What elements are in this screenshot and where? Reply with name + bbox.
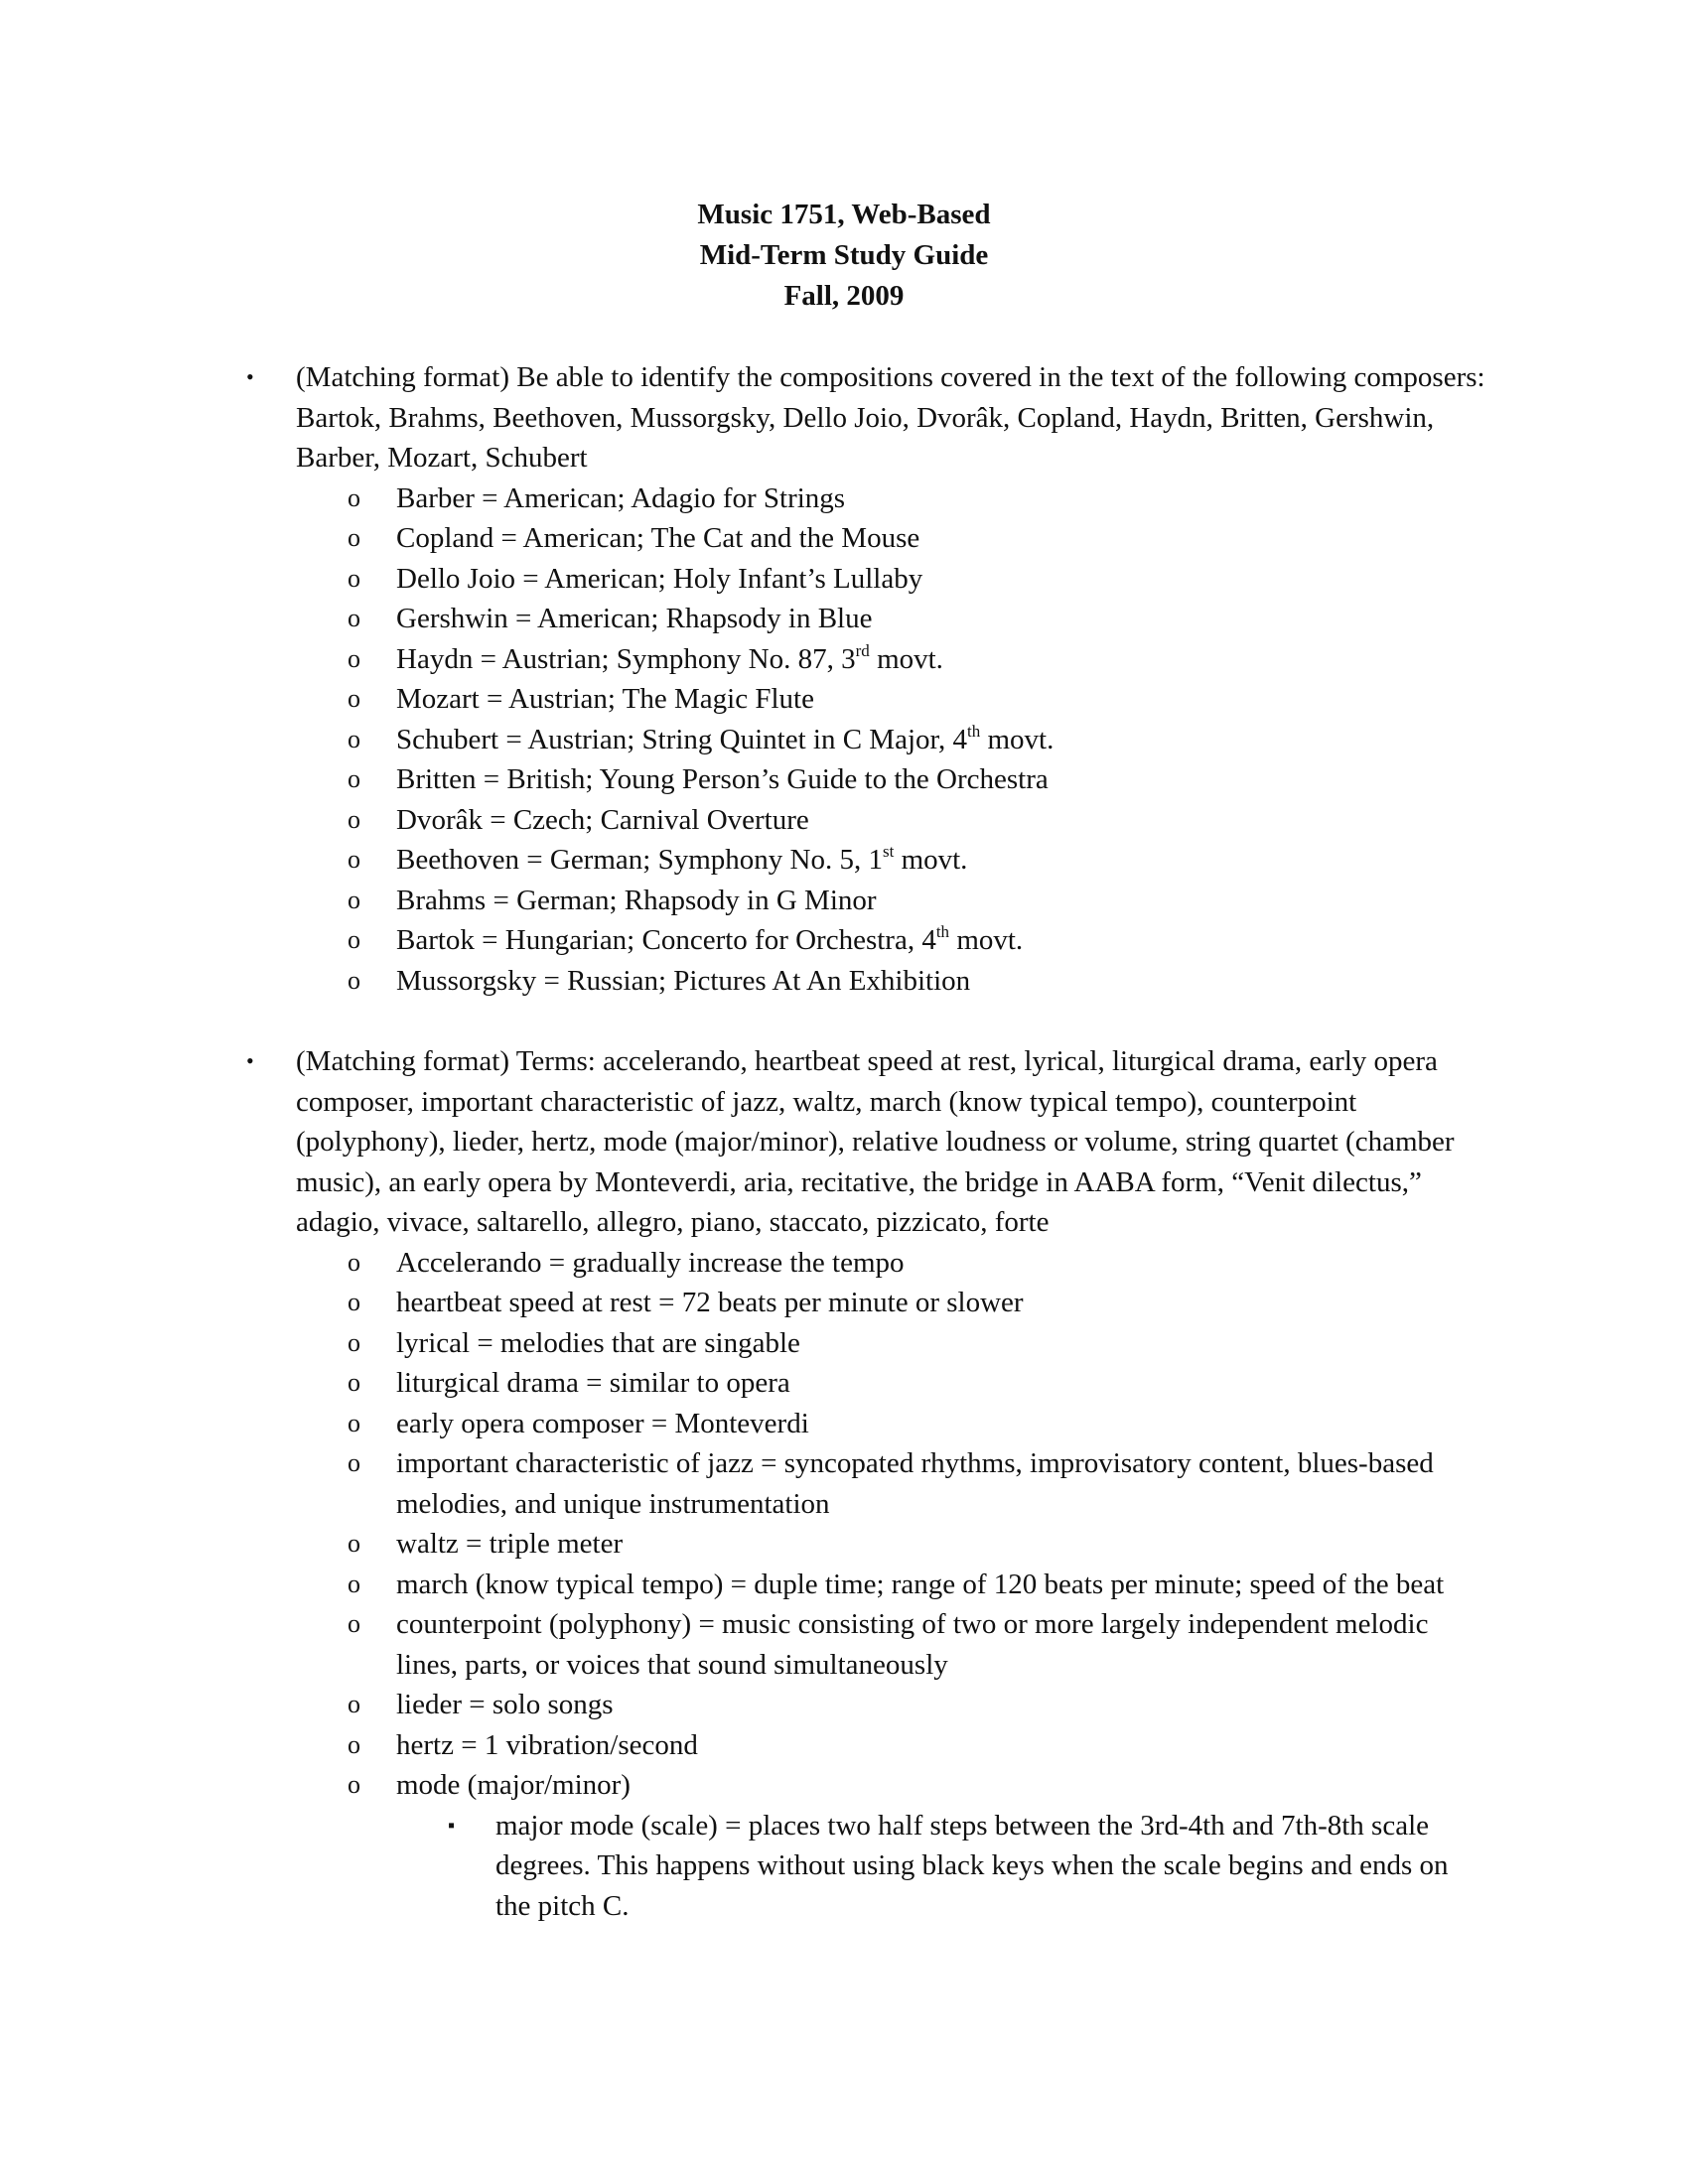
- list-item-text: [396, 518, 1488, 559]
- list-item: [0, 1524, 1688, 1565]
- list-item-text: [396, 559, 1488, 600]
- circle-bullet-icon: o: [348, 724, 360, 753]
- item-text: Barber = American; Adagio for Strings: [396, 481, 846, 514]
- document-body: [0, 357, 1688, 1926]
- item-text: Dello Joio = American; Holy Infant’s Lullaby: [396, 562, 923, 595]
- list-item: [0, 559, 1688, 600]
- list-item: [0, 1363, 1688, 1404]
- nested-list-item-text: major mode (scale) = places two half steps between the 3rd-4th and 7th-8th scale degrees. This happens without using black keys when the scale begins and ends on the pitch C.: [495, 1809, 1449, 1922]
- list-item: [0, 1565, 1688, 1605]
- ordinal-suffix: th: [967, 721, 981, 741]
- list-item: [0, 1604, 1688, 1685]
- list-item-text: [396, 1604, 1488, 1685]
- circle-bullet-icon: o: [348, 804, 360, 834]
- list-item: [0, 478, 1688, 519]
- list-item-text: [396, 1404, 1488, 1444]
- list-item: [0, 720, 1688, 760]
- list-item-text: [396, 1283, 1488, 1323]
- item-text: Mozart = Austrian; The Magic Flute: [396, 683, 814, 715]
- circle-bullet-icon: o: [348, 1609, 360, 1638]
- circle-bullet-icon: o: [348, 1288, 360, 1316]
- circle-bullet-icon: o: [348, 1247, 360, 1277]
- item-text: mode (major/minor): [396, 1769, 631, 1801]
- item-text-suffix: movt.: [949, 924, 1024, 956]
- list-item: [0, 1765, 1688, 1926]
- document-title: [0, 195, 1688, 317]
- item-text: Beethoven = German; Symphony No. 5, 1: [396, 844, 883, 876]
- circle-bullet-icon: o: [348, 1770, 360, 1799]
- circle-bullet-icon: o: [348, 1529, 360, 1558]
- item-text: Haydn = Austrian; Symphony No. 87, 3: [396, 642, 856, 675]
- list-item: [0, 679, 1688, 720]
- list-item-text: [396, 1765, 1488, 1806]
- list-item-text: [396, 1323, 1488, 1364]
- circle-bullet-icon: o: [348, 482, 360, 512]
- item-text: early opera composer = Monteverdi: [396, 1407, 809, 1439]
- bullet-icon: •: [246, 1048, 254, 1073]
- list-item-text: [396, 920, 1488, 961]
- circle-bullet-icon: o: [348, 845, 360, 874]
- list-item-text: [396, 881, 1488, 921]
- study-section: [0, 357, 1688, 1001]
- item-text: liturgical drama = similar to opera: [396, 1367, 790, 1399]
- study-section: [0, 1041, 1688, 1926]
- title-guide: Mid-Term Study Guide: [699, 239, 989, 271]
- circle-bullet-icon: o: [348, 1408, 360, 1437]
- square-bullet-icon: ▪: [448, 1814, 456, 1837]
- list-item-text: [396, 1443, 1488, 1524]
- item-text-suffix: movt.: [980, 723, 1055, 755]
- item-text: Accelerando = gradually increase the tempo: [396, 1246, 905, 1279]
- list-item: [0, 1243, 1688, 1284]
- list-item: [0, 840, 1688, 881]
- title-term: Fall, 2009: [783, 280, 905, 312]
- answer-list: [0, 478, 1688, 1002]
- item-text: Brahms = German; Rhapsody in G Minor: [396, 884, 877, 916]
- item-text: Schubert = Austrian; String Quintet in C Major, 4: [396, 723, 968, 755]
- item-text: waltz = triple meter: [396, 1528, 624, 1560]
- circle-bullet-icon: o: [348, 1569, 360, 1598]
- list-item: [0, 639, 1688, 680]
- item-text: lyrical = melodies that are singable: [396, 1326, 800, 1359]
- list-item: [0, 1323, 1688, 1364]
- item-text-suffix: movt.: [869, 642, 943, 675]
- nested-list-item: [0, 1806, 1688, 1927]
- list-item-text: [396, 1565, 1488, 1605]
- answer-list: [0, 1243, 1688, 1927]
- list-item: [0, 1283, 1688, 1323]
- section-heading-text: (Matching format) Terms: accelerando, heartbeat speed at rest, lyrical, liturgical drama, early opera composer, important characteristic of jazz, waltz, march (know typical tempo), counterpoint (polyphony), lieder, hertz, mode (major/minor), relative loudness or volume, string quartet (chamber music), an early opera by Monteverdi, aria, recitative, the bridge in AABA form, “Venit dilectus,” adagio, vivace, saltarello, allegro, piano, staccato, pizzicato, forte: [296, 1045, 1455, 1238]
- list-item-text: [396, 961, 1488, 1002]
- ordinal-suffix: rd: [855, 640, 870, 660]
- circle-bullet-icon: o: [348, 925, 360, 954]
- ordinal-suffix: th: [935, 922, 950, 941]
- list-item: [0, 800, 1688, 841]
- item-text: Dvorâk = Czech; Carnival Overture: [396, 803, 809, 836]
- list-item: [0, 518, 1688, 559]
- circle-bullet-icon: o: [348, 885, 360, 914]
- circle-bullet-icon: o: [348, 1368, 360, 1397]
- item-text: Britten = British; Young Person’s Guide to the Orchestra: [396, 763, 1049, 795]
- circle-bullet-icon: o: [348, 643, 360, 673]
- circle-bullet-icon: o: [348, 1327, 360, 1357]
- circle-bullet-icon: o: [348, 965, 360, 995]
- section-heading-text: (Matching format) Be able to identify the compositions covered in the text of the following composers: Bartok, Brahms, Beethoven, Mussorgsky, Dello Joio, Dvorâk, Copland, Haydn, Britten, Gershwin, Barber, Mozart, Schubert: [296, 361, 1485, 474]
- list-item-text: [396, 599, 1488, 639]
- item-text: counterpoint (polyphony) = music consisting of two or more largely independent melodic lines, parts, or voices that sound simultaneously: [396, 1608, 1429, 1681]
- list-item-text: [396, 759, 1488, 800]
- list-item: [0, 881, 1688, 921]
- list-item-text: [396, 1524, 1488, 1565]
- list-item-text: [396, 800, 1488, 841]
- ordinal-suffix: st: [882, 842, 895, 861]
- list-item: [0, 1404, 1688, 1444]
- list-item-text: [396, 840, 1488, 881]
- circle-bullet-icon: o: [348, 684, 360, 713]
- circle-bullet-icon: o: [348, 1690, 360, 1718]
- list-item: [0, 961, 1688, 1002]
- circle-bullet-icon: o: [348, 563, 360, 593]
- item-text: hertz = 1 vibration/second: [396, 1728, 698, 1761]
- list-item-text: [396, 478, 1488, 519]
- circle-bullet-icon: o: [348, 1729, 360, 1759]
- bullet-icon: •: [246, 364, 254, 389]
- item-text: Bartok = Hungarian; Concerto for Orchestra, 4: [396, 924, 936, 956]
- list-item: [0, 1725, 1688, 1766]
- list-item-text: [396, 639, 1488, 680]
- list-item: [0, 1443, 1688, 1524]
- item-text: march (know typical tempo) = duple time; range of 120 beats per minute; speed of the beat: [396, 1568, 1445, 1600]
- item-text-suffix: movt.: [894, 844, 968, 876]
- list-item: [0, 920, 1688, 961]
- list-item-text: [396, 1243, 1488, 1284]
- list-item: [0, 599, 1688, 639]
- circle-bullet-icon: o: [348, 523, 360, 552]
- item-text: Gershwin = American; Rhapsody in Blue: [396, 603, 873, 634]
- circle-bullet-icon: o: [348, 764, 360, 793]
- list-item-text: [396, 1725, 1488, 1766]
- list-item: [0, 1685, 1688, 1725]
- item-text: heartbeat speed at rest = 72 beats per minute or slower: [396, 1287, 1024, 1318]
- list-item: [0, 759, 1688, 800]
- title-course: Music 1751, Web-Based: [697, 199, 991, 230]
- list-item-text: [396, 1363, 1488, 1404]
- item-text: Mussorgsky = Russian; Pictures At An Exhibition: [396, 964, 971, 997]
- nested-list: [0, 1806, 1688, 1927]
- list-item-text: [396, 679, 1488, 720]
- item-text: Copland = American; The Cat and the Mouse: [396, 522, 920, 554]
- circle-bullet-icon: o: [348, 1448, 360, 1477]
- item-text: important characteristic of jazz = syncopated rhythms, improvisatory content, blues-based melodies, and unique instrumentation: [396, 1447, 1434, 1520]
- list-item-text: [396, 1685, 1488, 1725]
- circle-bullet-icon: o: [348, 604, 360, 632]
- list-item-text: [396, 720, 1488, 760]
- item-text: lieder = solo songs: [396, 1689, 614, 1720]
